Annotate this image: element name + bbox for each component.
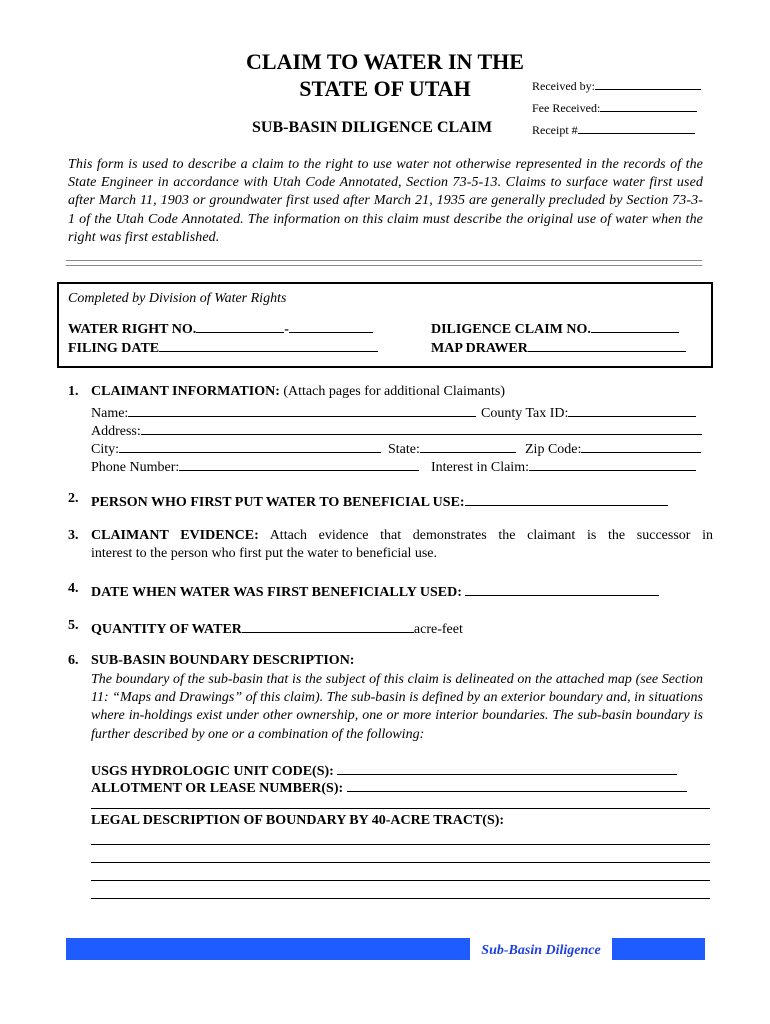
- allotment-line[interactable]: [347, 777, 687, 792]
- section-5-heading: QUANTITY OF WATER: [91, 622, 242, 637]
- section-1-heading-row: [91, 384, 505, 400]
- receipt-line[interactable]: [578, 121, 695, 134]
- receipt-field: [532, 121, 695, 138]
- section-2-heading: PERSON WHO FIRST PUT WATER TO BENEFICIAL USE:: [91, 495, 465, 510]
- county-tax-id-label: County Tax ID:: [481, 406, 569, 421]
- boundary-extra-line[interactable]: [91, 808, 710, 809]
- address-field: [91, 420, 702, 440]
- section-6-heading: SUB-BASIN BOUNDARY DESCRIPTION:: [91, 653, 355, 668]
- phone-line[interactable]: [179, 456, 419, 471]
- section-4-heading: DATE WHEN WATER WAS FIRST BENEFICIALLY USED:: [91, 585, 462, 600]
- interest-line[interactable]: [529, 456, 696, 471]
- phone-field: [91, 456, 419, 476]
- name-field: [91, 402, 476, 422]
- zip-field: [525, 438, 701, 458]
- county-tax-id-field: [481, 402, 696, 422]
- section-5-row: [91, 618, 463, 638]
- received-by-label: Received by:: [532, 79, 595, 93]
- water-right-no-label: WATER RIGHT NO.: [68, 322, 197, 337]
- map-drawer-field: [431, 337, 686, 357]
- section-1-note: (Attach pages for additional Claimants): [279, 384, 505, 399]
- filing-date-label: FILING DATE: [68, 341, 160, 356]
- section-1-number: 1.: [68, 384, 79, 399]
- allotment-field: [91, 777, 687, 797]
- legal-description-label: LEGAL DESCRIPTION OF BOUNDARY BY 40-ACRE TRACT(S):: [91, 813, 505, 828]
- diligence-claim-no-label: DILIGENCE CLAIM NO.: [431, 322, 591, 337]
- division-box: [57, 282, 713, 368]
- legal-line-3[interactable]: [91, 880, 710, 881]
- legal-line-4[interactable]: [91, 898, 710, 899]
- diligence-claim-no-field: [431, 318, 679, 338]
- receipt-label: Receipt #: [532, 123, 578, 137]
- interest-label: Interest in Claim:: [431, 460, 529, 475]
- state-field: [388, 438, 516, 458]
- section-5-unit: acre-feet: [413, 622, 463, 637]
- intro-paragraph: This form is used to describe a claim to the right to use water not otherwise represented in the records of the State Engineer in accordance with Utah Code Annotated, Section 73-5-13. Claims to surface water first used after March 11, 1903 or groundwater first used after March 21, 1935 are generally precluded by Section 73-3-1 of the Utah Code Annotated. The information on this claim must describe the original use of water when the right was first established.: [68, 157, 703, 245]
- zip-line[interactable]: [581, 438, 701, 453]
- title-line-2: STATE OF UTAH: [299, 76, 471, 101]
- divider: [66, 260, 702, 266]
- form-title: [185, 48, 585, 102]
- section-5-number: 5.: [68, 618, 79, 633]
- filing-date-field: [68, 337, 378, 357]
- name-line[interactable]: [128, 402, 476, 417]
- section-6-paragraph: The boundary of the sub-basin that is the subject of this claim is delineated on the attached map (see Section 11: “Maps and Drawings” of this claim). The sub-basin is defined by an exterior boundary and, in situations where in-holdings exist under other ownership, one or more interior boundaries. The sub-basin boundary is further described by one or a combination of the following:: [91, 672, 703, 742]
- map-drawer-label: MAP DRAWER: [431, 341, 528, 356]
- phone-label: Phone Number:: [91, 460, 180, 475]
- form-subtitle: SUB-BASIN DILIGENCE CLAIM: [252, 119, 493, 136]
- section-3-text-1: Attach evidence that demonstrates the claimant is the successor in: [258, 528, 714, 543]
- address-label: Address:: [91, 424, 141, 439]
- section-4-row: [91, 581, 659, 601]
- address-line[interactable]: [141, 420, 702, 435]
- state-label: State:: [388, 442, 420, 457]
- fee-received-line[interactable]: [600, 99, 697, 112]
- diligence-claim-no-line[interactable]: [591, 318, 679, 333]
- section-3-heading: CLAIMANT EVIDENCE:: [91, 528, 259, 543]
- fee-received-field: [532, 99, 697, 116]
- water-right-no-line-b[interactable]: [289, 318, 373, 333]
- received-by-field: [532, 77, 701, 94]
- section-3-number: 3.: [68, 528, 79, 543]
- section-6-number: 6.: [68, 653, 79, 668]
- title-line-1: CLAIM TO WATER IN THE: [246, 49, 524, 74]
- filing-date-line[interactable]: [159, 337, 378, 352]
- allotment-label: ALLOTMENT OR LEASE NUMBER(S):: [91, 781, 344, 796]
- usgs-label: USGS HYDROLOGIC UNIT CODE(S):: [91, 764, 334, 779]
- water-right-no-line-a[interactable]: [196, 318, 284, 333]
- zip-label: Zip Code:: [525, 442, 582, 457]
- fee-received-label: Fee Received:: [532, 101, 601, 115]
- state-line[interactable]: [420, 438, 516, 453]
- section-1-heading: CLAIMANT INFORMATION:: [91, 384, 280, 399]
- interest-field: [431, 456, 696, 476]
- county-tax-id-line[interactable]: [568, 402, 696, 417]
- section-3-text-2: interest to the person who first put the water to beneficial use.: [91, 546, 438, 561]
- received-by-line[interactable]: [595, 77, 701, 90]
- legal-line-1[interactable]: [91, 844, 710, 845]
- water-right-no-field: [68, 318, 373, 338]
- section-4-number: 4.: [68, 581, 79, 596]
- division-caption: Completed by Division of Water Rights: [68, 291, 287, 306]
- water-right-dash: -: [284, 322, 289, 337]
- map-drawer-line[interactable]: [528, 337, 686, 352]
- section-4-line[interactable]: [465, 581, 659, 596]
- legal-line-2[interactable]: [91, 862, 710, 863]
- section-2-number: 2.: [68, 491, 79, 506]
- usgs-line[interactable]: [337, 760, 677, 775]
- city-label: City:: [91, 442, 120, 457]
- section-5-line[interactable]: [242, 618, 414, 633]
- section-3-row-1: [91, 528, 713, 544]
- city-line[interactable]: [119, 438, 381, 453]
- section-2-line[interactable]: [465, 491, 668, 506]
- footer-label: Sub-Basin Diligence: [481, 943, 601, 958]
- city-field: [91, 438, 381, 458]
- name-label: Name:: [91, 406, 129, 421]
- section-2-row: [91, 491, 668, 511]
